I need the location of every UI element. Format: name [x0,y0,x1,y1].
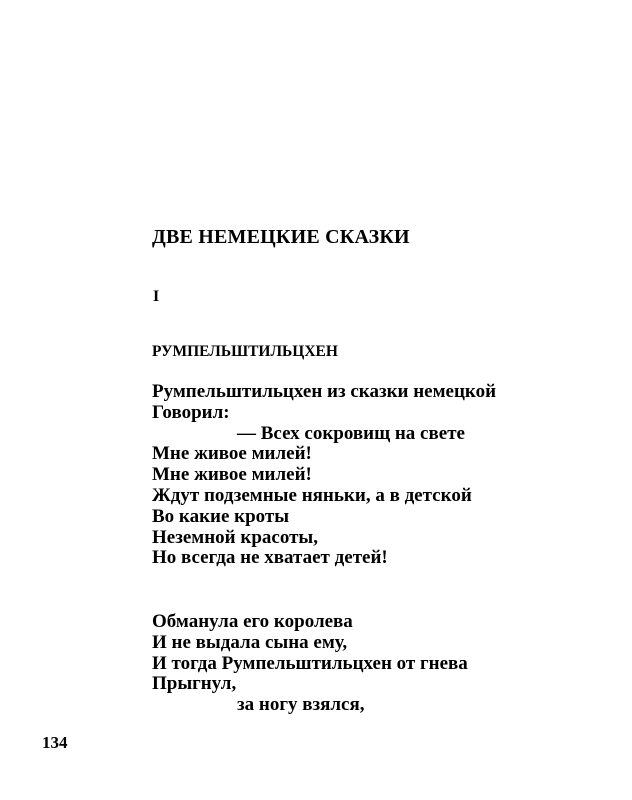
verse-line: Говорил: [152,401,230,423]
verse-line: И не выдала сына ему, [152,631,348,653]
verse-line: Во какие кроты [152,505,290,527]
verse-line: — Всех сокровищ на свете [237,422,465,444]
verse-line: Обманула его королева [152,611,353,632]
verse-line: Румпельштильцхен из сказки немецкой [152,381,497,402]
stanza-1 [152,382,496,569]
verse-line: за ногу взялся, [237,694,365,716]
verse-line: И тогда Румпельштильцхен от гнева [152,652,468,674]
poem-title: РУМПЕЛЬШТИЛЬЦХЕН [152,343,338,360]
verse-line: Прыгнул, [152,673,237,695]
page-number: 134 [42,733,68,752]
verse-line: Мне живое милей! [152,464,312,486]
stanza-2 [152,612,468,716]
page-title: ДВЕ НЕМЕЦКИЕ СКАЗКИ [152,226,410,248]
verse-line: Но всегда не хватает детей! [152,547,388,569]
section-number: I [153,288,160,305]
verse-line: Мне живое милей! [152,443,312,465]
verse-line: Ждут подземные няньки, а в детской [152,484,472,506]
verse-line: Неземной красоты, [152,526,318,548]
